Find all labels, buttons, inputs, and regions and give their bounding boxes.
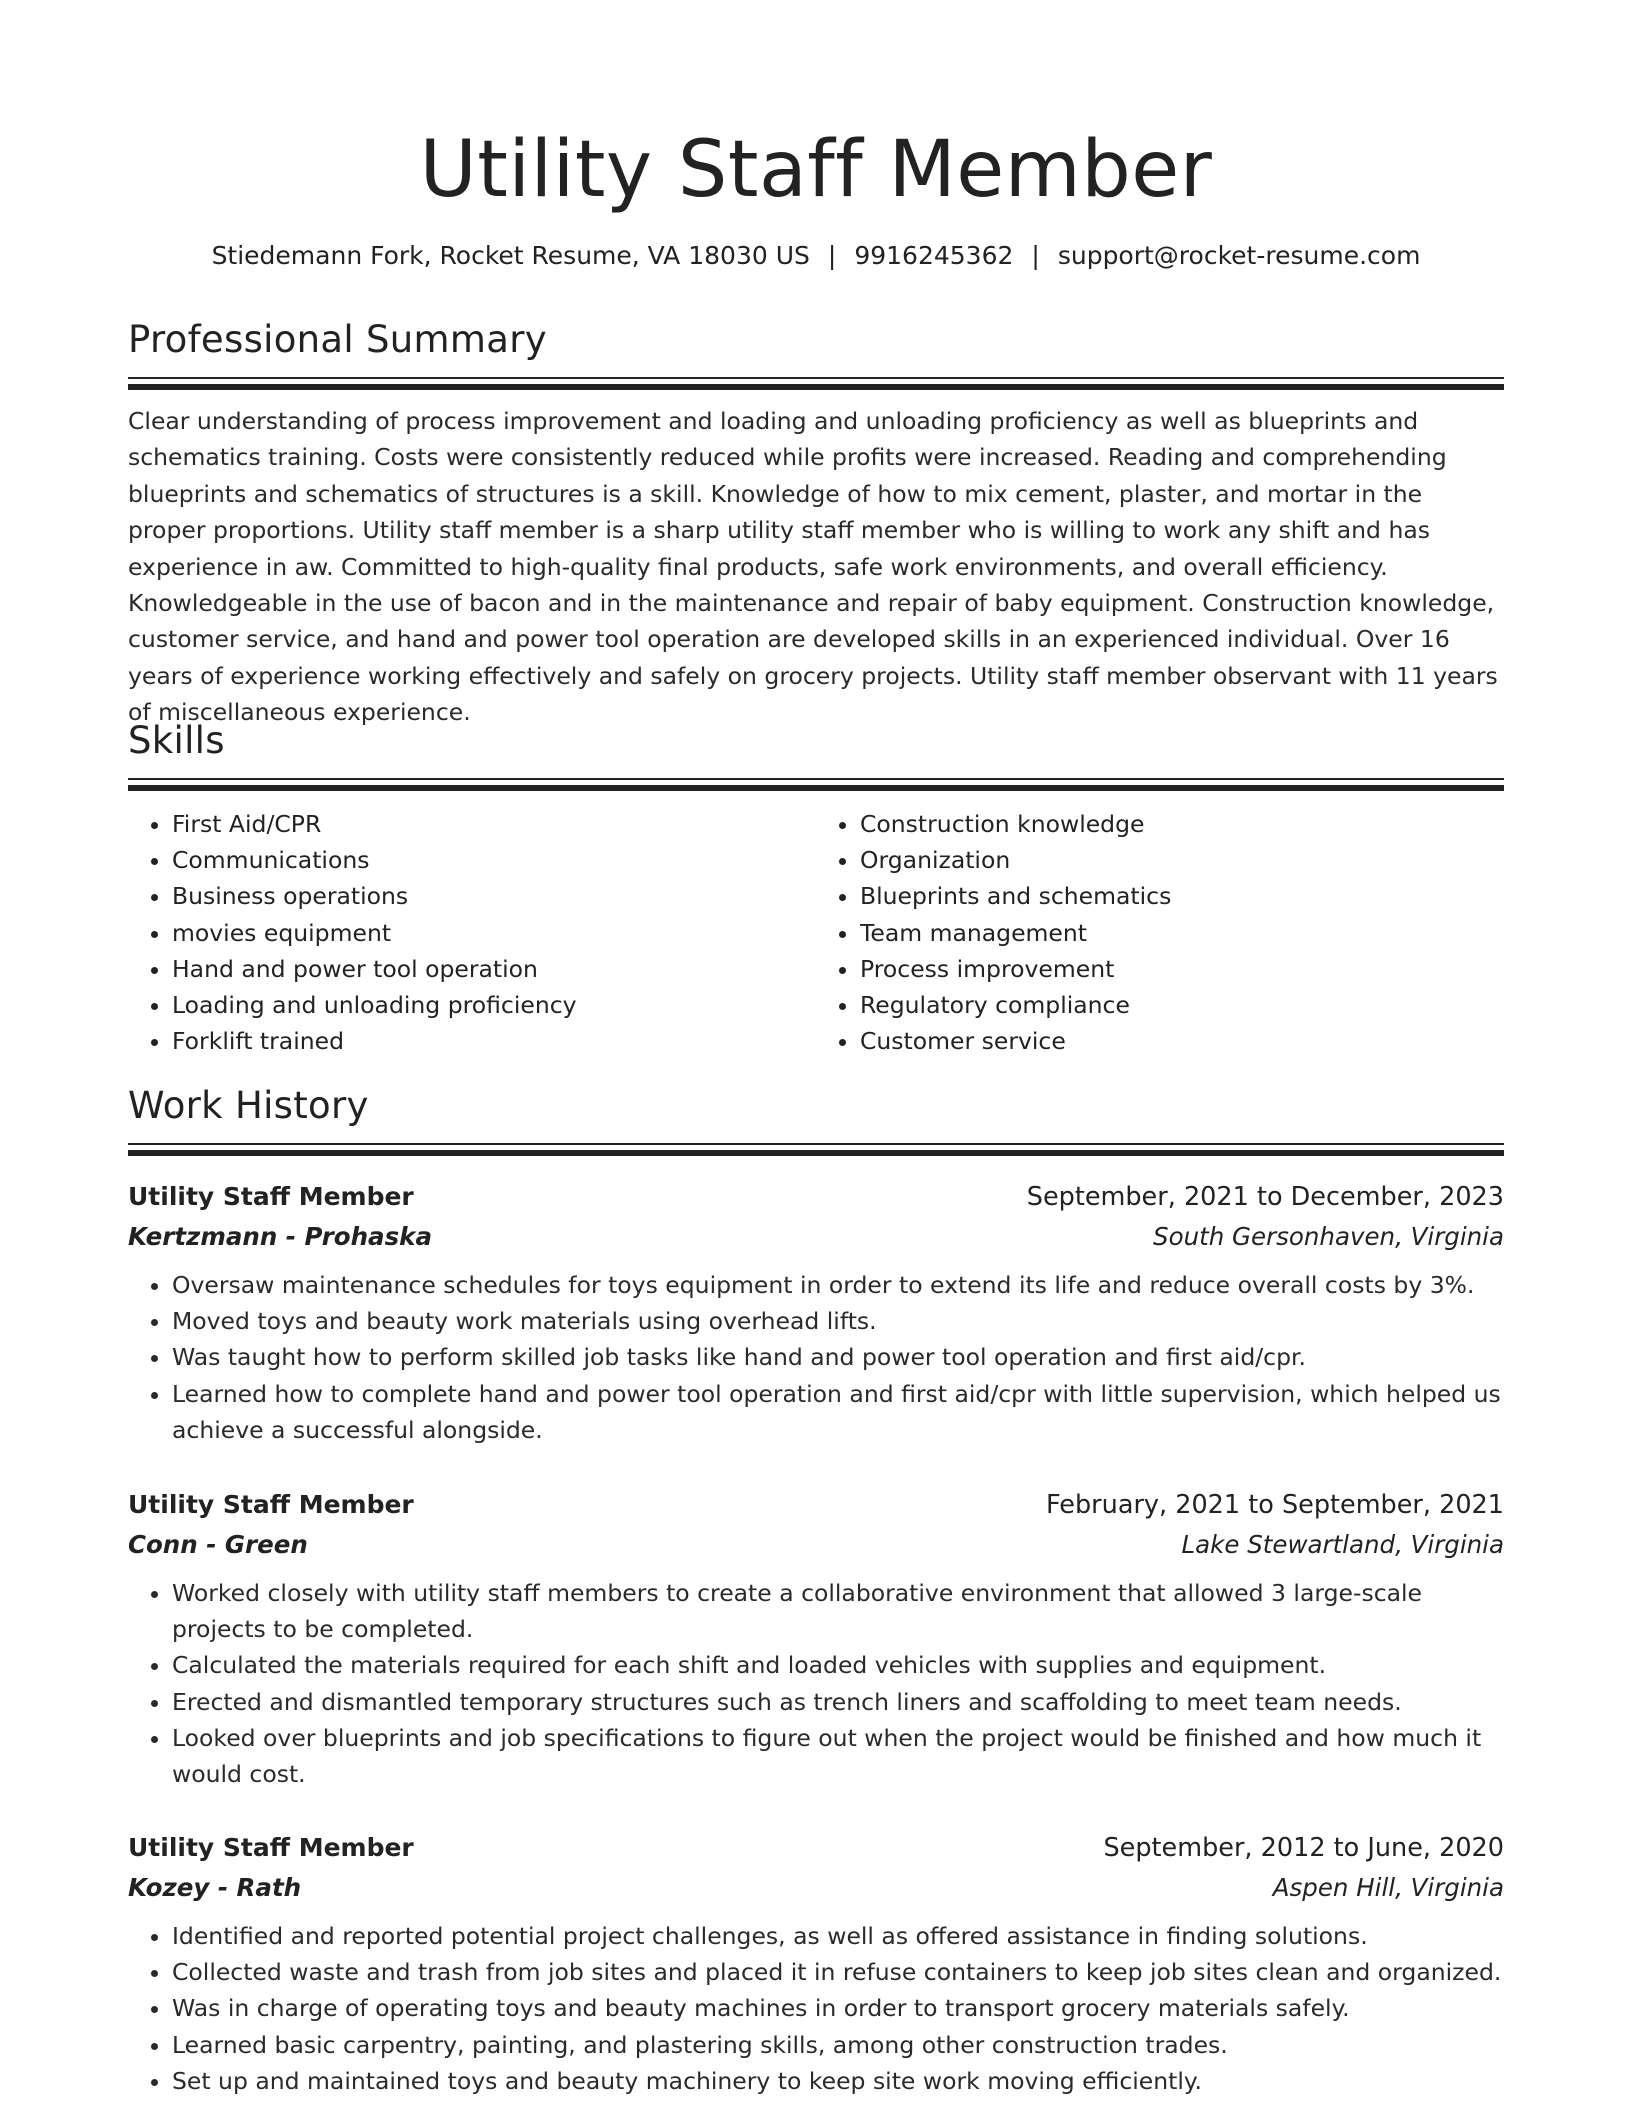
job-header-row [128, 1828, 1504, 1868]
job-title: Utility Staff Member [128, 1182, 414, 1211]
summary-section [128, 315, 1504, 731]
skill-item: • Forklift trained [172, 1023, 816, 1059]
job-bullet-list [128, 1918, 1504, 2099]
job-company: Kozey - Rath [128, 1873, 302, 1902]
job-bullet: • Calculated the materials required for each shift and loaded vehicles with supplies and equipment. [172, 1647, 1504, 1683]
contact-phone: 9916245362 [854, 241, 1014, 270]
job-bullet: • Worked closely with utility staff members to create a collaborative environment that allowed 3 large-scale projects to be completed. [172, 1575, 1504, 1647]
skill-item: • Process improvement [860, 951, 1504, 987]
summary-paragraph: Clear understanding of process improvement and loading and unloading proficiency as well as blueprints and schematics training. Costs were consistently reduced while profits were increased. Reading and comprehending blueprints and schematics of structures is a skill. Knowledge of how to mix cement, plaster, and mortar in the proper proportions. Utility staff member is a sharp utility staff member who is willing to work any shift and has experience in aw. Committed to high-quality final products, safe work environments, and overall efficiency. Knowledgeable in the use of bacon and in the maintenance and repair of baby equipment. Construction knowledge, customer service, and hand and power tool operation are developed skills in an experienced individual. Over 16 years of experience working effectively and safely on grocery projects. Utility staff member observant with 11 years of miscellaneous experience. [128, 407, 1498, 727]
job-location: South Gersonhaven, Virginia [1153, 1222, 1504, 1251]
section-divider [128, 1143, 1504, 1157]
job-dates: September, 2012 to June, 2020 [1103, 1833, 1504, 1863]
job-title: Utility Staff Member [128, 1490, 414, 1519]
contact-email: support@rocket-resume.com [1057, 241, 1421, 270]
job-entry [128, 1828, 1504, 2099]
skill-item: • Hand and power tool operation [172, 951, 816, 987]
job-bullet: • Oversaw maintenance schedules for toys equipment in order to extend its life and reduce overall costs by 3%. [172, 1267, 1504, 1303]
skill-item: • Communications [172, 842, 816, 878]
contact-separator: | [827, 241, 837, 270]
job-dates: February, 2021 to September, 2021 [1046, 1490, 1504, 1520]
job-dates: September, 2021 to December, 2023 [1026, 1182, 1504, 1212]
job-bullet: • Learned basic carpentry, painting, and plastering skills, among other construction trades. [172, 2027, 1504, 2063]
job-title: Utility Staff Member [128, 1833, 414, 1862]
contact-address: Stiedemann Fork, Rocket Resume, VA 18030 US [211, 241, 810, 270]
skill-item: • movies equipment [172, 915, 816, 951]
job-entry [128, 1177, 1504, 1448]
job-bullet-list [128, 1267, 1504, 1448]
job-bullet: • Identified and reported potential project challenges, as well as offered assistance in finding solutions. [172, 1918, 1504, 1954]
skill-item: • Regulatory compliance [860, 987, 1504, 1023]
job-bullet: • Was taught how to perform skilled job tasks like hand and power tool operation and first aid/cpr. [172, 1339, 1504, 1375]
skill-item: • Business operations [172, 878, 816, 914]
skills-columns [128, 806, 1504, 1059]
contact-line [128, 238, 1504, 274]
job-location: Aspen Hill, Virginia [1272, 1873, 1504, 1902]
skill-item: • Construction knowledge [860, 806, 1504, 842]
job-company-row [128, 1217, 1504, 1257]
skills-list-left [128, 806, 816, 1059]
job-bullet: • Was in charge of operating toys and beauty machines in order to transport grocery materials safely. [172, 1990, 1504, 2026]
summary-heading: Professional Summary [128, 318, 547, 361]
job-company: Kertzmann - Prohaska [128, 1222, 432, 1251]
job-company-row [128, 1525, 1504, 1565]
job-bullet: • Set up and maintained toys and beauty machinery to keep site work moving efficiently. [172, 2063, 1504, 2099]
job-header-row [128, 1177, 1504, 1217]
skills-list-right [816, 806, 1504, 1059]
skill-item: • Team management [860, 915, 1504, 951]
job-company: Conn - Green [128, 1530, 308, 1559]
job-bullet: • Moved toys and beauty work materials using overhead lifts. [172, 1303, 1504, 1339]
section-divider [128, 778, 1504, 792]
skills-heading: Skills [128, 719, 225, 762]
job-bullet: • Learned how to complete hand and power tool operation and first aid/cpr with little supervision, which helped us achieve a successful alongside. [172, 1376, 1504, 1448]
skill-item: • Loading and unloading proficiency [172, 987, 816, 1023]
work-history-heading: Work History [128, 1084, 369, 1127]
job-bullet: • Collected waste and trash from job sites and placed it in refuse containers to keep job sites clean and organized. [172, 1954, 1504, 1990]
job-header-row [128, 1485, 1504, 1525]
work-history-section [128, 1081, 1504, 1157]
job-entry [128, 1485, 1504, 1792]
job-company-row [128, 1868, 1504, 1908]
resume-name: Utility Staff Member [419, 125, 1213, 215]
skill-item: • First Aid/CPR [172, 806, 816, 842]
job-bullet-list [128, 1575, 1504, 1792]
section-divider [128, 377, 1504, 391]
job-bullet: • Looked over blueprints and job specifications to figure out when the project would be finished and how much it would cost. [172, 1720, 1504, 1792]
skill-item: • Customer service [860, 1023, 1504, 1059]
contact-separator: | [1031, 241, 1040, 270]
skill-item: • Blueprints and schematics [860, 878, 1504, 914]
skills-section [128, 716, 1504, 1059]
skill-item: • Organization [860, 842, 1504, 878]
job-location: Lake Stewartland, Virginia [1181, 1530, 1504, 1559]
job-bullet: • Erected and dismantled temporary structures such as trench liners and scaffolding to meet team needs. [172, 1684, 1504, 1720]
